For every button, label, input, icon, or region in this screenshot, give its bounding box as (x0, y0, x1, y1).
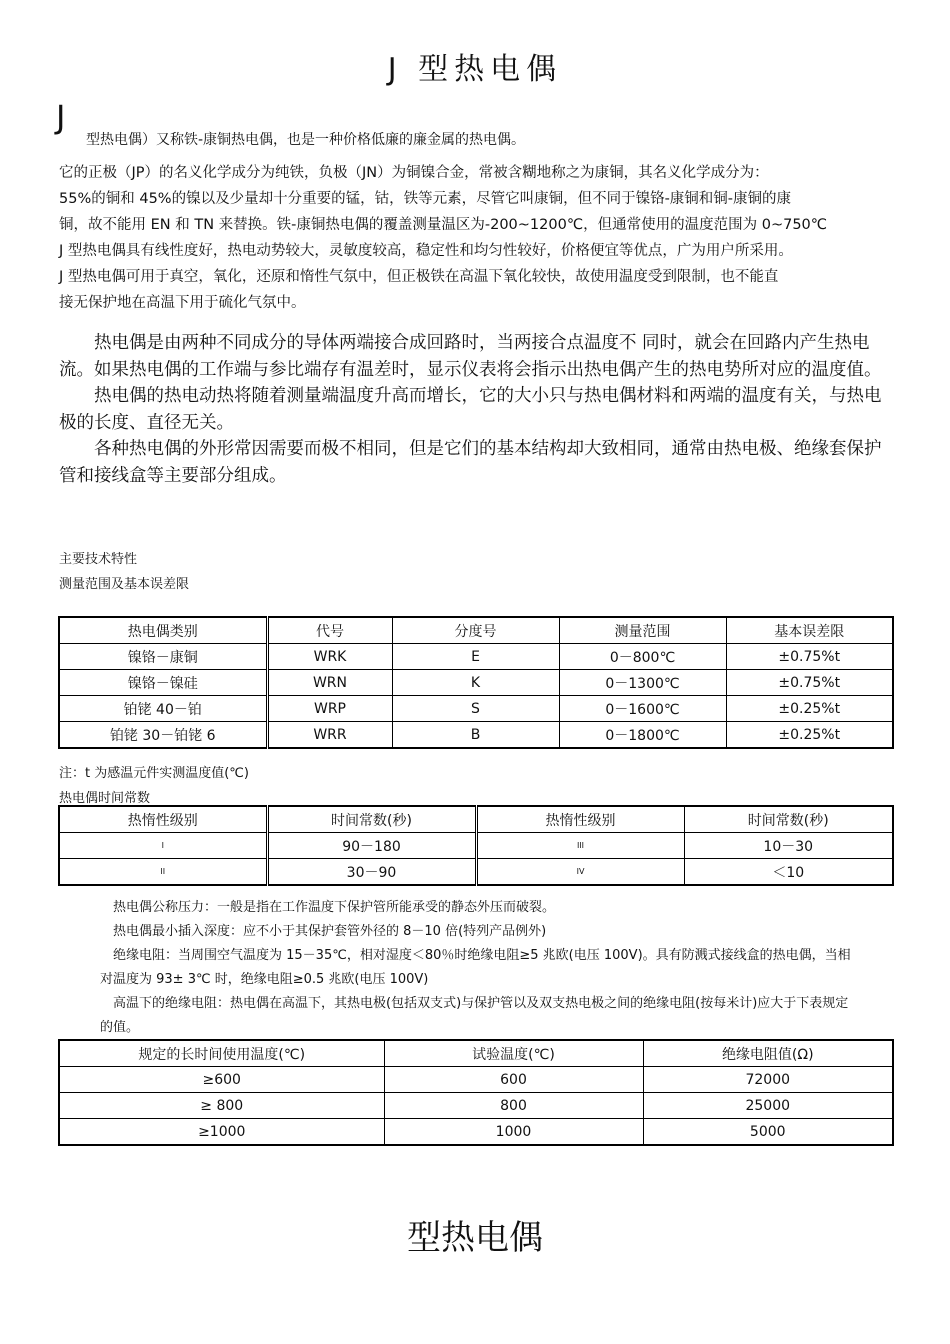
table-cell: ±0.25%t (726, 696, 893, 722)
table-cell: ±0.75%t (726, 644, 893, 670)
table-cell: 0－1600℃ (559, 696, 726, 722)
table-cell: WRP (267, 696, 392, 722)
table-header: 热惰性级别 (476, 806, 684, 833)
temperature-note: 注：t 为感温元件实测温度值(℃) (59, 766, 249, 781)
table-cell: 25000 (643, 1093, 893, 1119)
table-cell: III (476, 833, 684, 859)
table-cell: ＜10 (684, 859, 893, 886)
table-cell: 1000 (384, 1119, 643, 1146)
table-cell: ≥ 800 (59, 1093, 384, 1119)
table-header-row (59, 617, 893, 644)
table-row (59, 670, 893, 696)
principle-paragraph: 各种热电偶的外形常因需要而极不相同，但是它们的基本结构却大致相同，通常由热电极、绝缘套保护管和接线盒等主要部分组成。 (59, 439, 882, 486)
table-row (59, 1067, 893, 1093)
description-paragraph (59, 160, 895, 316)
table-header: 试验温度(℃) (384, 1040, 643, 1067)
table-cell: B (392, 722, 559, 749)
table-cell: 90－180 (267, 833, 476, 859)
table-cell: 30－90 (267, 859, 476, 886)
note-paragraph: 热电偶公称压力：一般是指在工作温度下保护管所能承受的静态外压而破裂。 (113, 900, 556, 915)
table-cell: 10－30 (684, 833, 893, 859)
section-range-heading: 测量范围及基本误差限 (59, 577, 190, 592)
table-cell: 600 (384, 1067, 643, 1093)
footer-title: 型热电偶 (407, 1218, 543, 1258)
description-line: 接无保护地在高温下用于硫化气氛中。 (59, 295, 306, 311)
table-cell: 0－1300℃ (559, 670, 726, 696)
table-header: 绝缘电阻值(Ω) (643, 1040, 893, 1067)
intro-line: 型热电偶）又称铁-康铜热电偶，也是一种价格低廉的廉金属的热电偶。 (86, 132, 526, 148)
principle-paragraph: 热电偶是由两种不同成分的导体两端接合成回路时，当两接合点温度不 同时，就会在回路内产生热电流。如果热电偶的工作端与参比端存有温差时，显示仪表将会指示出热电偶产生的热电势所对应的温度值。 (59, 333, 882, 380)
table-cell: II (59, 859, 267, 886)
table-row (59, 833, 893, 859)
table-header: 热惰性级别 (59, 806, 267, 833)
table-cell: E (392, 644, 559, 670)
table-cell: 铂铑 40－铂 (59, 696, 267, 722)
table-cell: ≥600 (59, 1067, 384, 1093)
table-cell: IV (476, 859, 684, 886)
table-header: 代号 (267, 617, 392, 644)
table-cell: I (59, 833, 267, 859)
table-row (59, 722, 893, 749)
table-cell: 铂铑 30－铂铑 6 (59, 722, 267, 749)
note-paragraph: 热电偶最小插入深度：应不小于其保护套管外径的 8－10 倍(特列产品例外) (113, 924, 547, 939)
table-cell: 72000 (643, 1067, 893, 1093)
description-line: 它的正极（JP）的名义化学成分为纯铁，负极（JN）为铜镍合金，常被含糊地称之为康铜，其名义化学成分为： (59, 165, 769, 181)
range-table (58, 616, 894, 749)
principle-section (59, 330, 895, 489)
table-header-row (59, 806, 893, 833)
description-line: J 型热电偶可用于真空，氧化，还原和惰性气氛中，但正极铁在高温下氧化较快，故使用温度受到限制，也不能直 (59, 269, 779, 285)
time-constant-table (58, 805, 894, 886)
table-row (59, 696, 893, 722)
table-cell: WRK (267, 644, 392, 670)
table-cell: 0－800℃ (559, 644, 726, 670)
table-row (59, 1093, 893, 1119)
table-header: 规定的长时间使用温度(℃) (59, 1040, 384, 1067)
table-cell: ≥1000 (59, 1119, 384, 1146)
table-cell: 镍铬－镍硅 (59, 670, 267, 696)
table-row (59, 1119, 893, 1146)
table-cell: 5000 (643, 1119, 893, 1146)
table-cell: ±0.75%t (726, 670, 893, 696)
description-line: 铜，故不能用 EN 和 TN 来替换。铁-康铜热电偶的覆盖测量温区为-200~1200℃，但通常使用的温度范围为 0~750℃ (59, 217, 828, 233)
principle-paragraph: 热电偶的热电动热将随着测量端温度升高而增长，它的大小只与热电偶材料和两端的温度有关，与热电极的长度、直径无关。 (59, 386, 882, 433)
table-cell: 镍铬－康铜 (59, 644, 267, 670)
table-cell: S (392, 696, 559, 722)
note-paragraph: 绝缘电阻：当周围空气温度为 15－35℃，相对湿度＜80％时绝缘电阻≥5 兆欧(电压 100V)。具有防溅式接线盒的热电偶，当相对温度为 93± 3℃ 时，绝缘电阻≥0.5 兆欧(电压 100V) (100, 948, 851, 987)
table-header: 热电偶类别 (59, 617, 267, 644)
section-time-heading: 热电偶时间常数 (59, 791, 151, 806)
table-row (59, 859, 893, 886)
table-header: 时间常数(秒) (267, 806, 476, 833)
table-cell: 0－1800℃ (559, 722, 726, 749)
table-header: 基本误差限 (726, 617, 893, 644)
document-title: J 型热电偶 (387, 52, 563, 87)
table-header-row (59, 1040, 893, 1067)
note-paragraph: 高温下的绝缘电阻：热电偶在高温下，其热电极(包括双支式)与保护管以及双支热电极之间的绝缘电阻(按每米计)应大于下表规定的值。 (100, 996, 849, 1035)
table-cell: ±0.25%t (726, 722, 893, 749)
table-cell: WRN (267, 670, 392, 696)
table-row (59, 644, 893, 670)
big-letter: J (56, 98, 66, 136)
description-line: 55%的铜和 45%的镍以及少量却十分重要的锰，钴，铁等元素，尽管它叫康铜，但不同于镍铬-康铜和铜-康铜的康 (59, 191, 792, 207)
table-cell: 800 (384, 1093, 643, 1119)
table-header: 时间常数(秒) (684, 806, 893, 833)
section-main-heading: 主要技术特性 (59, 552, 138, 567)
description-line: J 型热电偶具有线性度好，热电动势较大，灵敏度较高，稳定性和均匀性较好，价格便宜等优点，广为用户所采用。 (59, 243, 793, 259)
table-cell: K (392, 670, 559, 696)
specification-notes (100, 896, 860, 1040)
insulation-table (58, 1039, 894, 1146)
table-header: 分度号 (392, 617, 559, 644)
table-header: 测量范围 (559, 617, 726, 644)
table-cell: WRR (267, 722, 392, 749)
